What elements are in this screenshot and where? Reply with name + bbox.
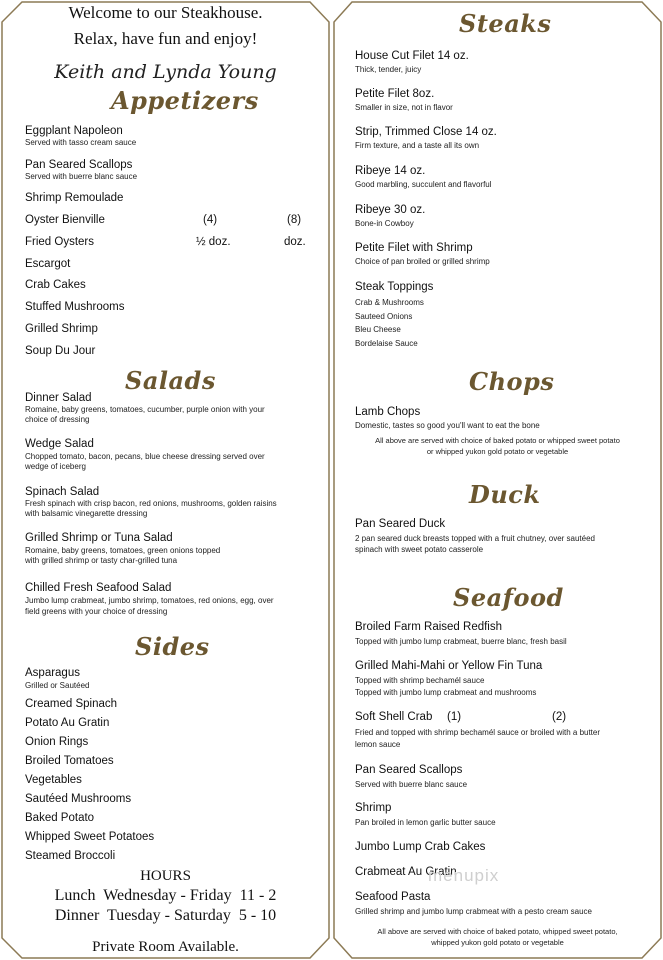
seafood-side-note <box>342 926 653 948</box>
menu-item-seafood-salad: Chilled Fresh Seafood Salad <box>25 582 172 594</box>
price-count: (1) <box>447 711 462 723</box>
topping-list <box>355 296 424 350</box>
left-menu-panel <box>0 0 331 960</box>
menu-item-description: Served with buerre blanc sauce <box>355 780 468 789</box>
menu-item-seafood-pasta: Seafood Pasta <box>355 891 431 903</box>
menu-item-spinach-salad: Spinach Salad <box>25 486 100 498</box>
menu-item-whipped-sweet-potatoes: Whipped Sweet Potatoes <box>25 831 155 843</box>
appetizers-heading: Appetizers <box>111 86 259 115</box>
menu-item-description: Jumbo lump crabmeat, jumbo shrimp, tomatoes, red onions, egg, over <box>25 596 274 605</box>
topping-item: Bleu Cheese <box>355 325 401 334</box>
menu-item-wedge-salad: Wedge Salad <box>25 438 94 450</box>
topping-item: Sauteed Onions <box>355 311 413 321</box>
menu-item-grilled-shrimp: Grilled Shrimp <box>25 323 98 335</box>
duck-heading: Duck <box>469 480 541 509</box>
hours-dinner: Dinner Tuesday - Saturday 5 - 10 <box>54 907 277 924</box>
menu-item-mahi-mahi-tuna: Grilled Mahi-Mahi or Yellow Fin Tuna <box>355 660 543 672</box>
menu-item-ribeye-14: Ribeye 14 oz. <box>355 165 426 177</box>
menu-item-description: Smaller in size, not in flavor <box>355 103 453 112</box>
price-count: (4) <box>203 214 218 226</box>
menu-item-description: Fried and topped with shrimp bechamél sauce or broiled with a butter <box>355 728 601 737</box>
note-line: or whipped yukon gold potato or vegetable <box>426 447 569 456</box>
menu-item-escargot: Escargot <box>25 258 71 270</box>
menu-item-dinner-salad: Dinner Salad <box>25 392 92 404</box>
welcome-line-1: Welcome to our Steakhouse. <box>68 3 263 22</box>
menu-item-baked-potato: Baked Potato <box>25 812 95 824</box>
menu-item-potato-au-gratin: Potato Au Gratin <box>25 717 110 729</box>
hours-title: HOURS <box>140 868 191 884</box>
menu-item-petite-filet: Petite Filet 8oz. <box>355 88 435 100</box>
menu-item-shrimp: Shrimp <box>355 802 392 814</box>
menu-item-broiled-tomatoes: Broiled Tomatoes <box>25 755 114 767</box>
menu-item-description: Topped with shrimp bechamél sauce <box>355 676 485 685</box>
price-count: (2) <box>552 711 567 723</box>
price-count: doz. <box>284 236 306 248</box>
menu-item-description: wedge of iceberg <box>25 462 86 471</box>
menu-item-description: Thick, tender, juicy <box>355 65 422 74</box>
hours-lunch: Lunch Wednesday - Friday 11 - 2 <box>54 887 277 904</box>
menu-item-description: Grilled or Sautéed <box>25 681 90 690</box>
menu-item-description: Served with tasso cream sauce <box>25 138 137 147</box>
watermark: menupix <box>428 866 500 885</box>
menu-item-description: Firm texture, and a taste all its own <box>355 141 480 150</box>
menu-item-creamed-spinach: Creamed Spinach <box>25 698 118 710</box>
menu-item-steamed-broccoli: Steamed Broccoli <box>25 850 116 862</box>
menu-item-ribeye-30: Ribeye 30 oz. <box>355 204 426 216</box>
menu-item-sauteed-mushrooms: Sautéed Mushrooms <box>25 793 132 805</box>
menu-item-pan-seared-duck: Pan Seared Duck <box>355 518 446 530</box>
menu-item-asparagus: Asparagus <box>25 667 80 679</box>
menu-item-lamb-chops: Lamb Chops <box>355 406 421 418</box>
menu-item-crabmeat-au-gratin: Crabmeat Au Gratin <box>355 866 457 878</box>
menu-item-description: spinach with sweet potato casserole <box>355 545 484 554</box>
note-line: All above are served with choice of baked potato or whipped sweet potato <box>375 436 620 445</box>
menu-item-description: Topped with jumbo lump crabmeat and mushrooms <box>355 688 537 697</box>
note-line: whipped yukon gold potato or vegetable <box>431 938 564 947</box>
menu-item-description: Served with buerre blanc sauce <box>25 172 138 181</box>
private-room-note: Private Room Available. <box>92 939 239 955</box>
menu-item-description: Good marbling, succulent and flavorful <box>355 180 492 189</box>
menu-item-strip: Strip, Trimmed Close 14 oz. <box>355 126 497 138</box>
menu-item-vegetables: Vegetables <box>25 774 82 786</box>
menu-item-description: Choice of pan broiled or grilled shrimp <box>355 257 490 266</box>
welcome-line-2: Relax, have fun and enjoy! <box>73 29 258 48</box>
right-menu-panel <box>332 0 663 960</box>
menu-item-description: Grilled shrimp and jumbo lump crabmeat with a pesto cream sauce <box>355 907 592 916</box>
menu-item-crab-cakes: Crab Cakes <box>25 279 86 291</box>
menu-item-shrimp-remoulade: Shrimp Remoulade <box>25 192 124 204</box>
price-count: ½ doz. <box>196 236 231 248</box>
menu-item-onion-rings: Onion Rings <box>25 736 89 748</box>
topping-item: Crab & Mushrooms <box>355 298 424 307</box>
menu-item-fried-oysters: Fried Oysters <box>25 236 95 248</box>
menu-item-soup-du-jour: Soup Du Jour <box>25 345 96 357</box>
menu-item-soft-shell-crab: Soft Shell Crab <box>355 711 433 723</box>
menu-item-stuffed-mushrooms: Stuffed Mushrooms <box>25 301 125 313</box>
menu-item-description: Pan broiled in lemon garlic butter sauce <box>355 818 496 827</box>
salads-heading: Salads <box>125 366 216 395</box>
menu-item-house-cut-filet: House Cut Filet 14 oz. <box>355 50 469 62</box>
menu-item-description: Romaine, baby greens, tomatoes, green onions topped <box>25 546 221 555</box>
menu-item-description: 2 pan seared duck breasts topped with a fruit chutney, over sautéed <box>355 534 595 543</box>
menu-item-steak-toppings: Steak Toppings <box>355 281 434 293</box>
menu-item-jumbo-lump-crab-cakes: Jumbo Lump Crab Cakes <box>355 841 486 853</box>
topping-item: Bordelaise Sauce <box>355 338 418 348</box>
menu-item-broiled-redfish: Broiled Farm Raised Redfish <box>355 621 503 633</box>
menu-item-description: lemon sauce <box>355 740 401 749</box>
menu-item-pan-seared-scallops: Pan Seared Scallops <box>25 159 133 171</box>
steaks-heading: Steaks <box>459 9 552 38</box>
menu-item-description: Fresh spinach with crisp bacon, red onions, mushrooms, golden raisins <box>25 499 277 508</box>
chops-side-note <box>342 435 653 457</box>
menu-item-eggplant-napoleon: Eggplant Napoleon <box>25 125 123 137</box>
menu-item-pan-seared-scallops: Pan Seared Scallops <box>355 764 463 776</box>
menu-item-description: with grilled shrimp or tasty char-grilled tuna <box>25 556 178 565</box>
chops-heading: Chops <box>469 367 555 396</box>
menu-item-description: choice of dressing <box>25 415 90 424</box>
menu-item-grilled-shrimp-tuna-salad: Grilled Shrimp or Tuna Salad <box>25 532 173 544</box>
owner-signature: Keith and Lynda Young <box>54 61 277 83</box>
menu-item-description: Bone-in Cowboy <box>355 219 414 228</box>
menu-item-description: Domestic, tastes so good you'll want to eat the bone <box>355 421 540 430</box>
menu-item-description: field greens with your choice of dressing <box>25 607 168 616</box>
menu-item-description: with balsamic vinegarette dressing <box>25 509 148 518</box>
menu-item-description: Topped with jumbo lump crabmeat, buerre blanc, fresh basil <box>355 637 567 646</box>
sides-heading: Sides <box>135 632 210 661</box>
menu-item-petite-filet-shrimp: Petite Filet with Shrimp <box>355 242 473 254</box>
menu-item-description: Romaine, baby greens, tomatoes, cucumber, purple onion with your <box>25 405 265 414</box>
seafood-heading: Seafood <box>453 583 564 612</box>
note-line: All above are served with choice of baked potato, whipped sweet potato, <box>377 927 618 936</box>
price-count: (8) <box>287 214 302 226</box>
menu-item-oyster-bienville: Oyster Bienville <box>25 214 105 226</box>
menu-item-description: Chopped tomato, bacon, pecans, blue cheese dressing served over <box>25 452 265 461</box>
